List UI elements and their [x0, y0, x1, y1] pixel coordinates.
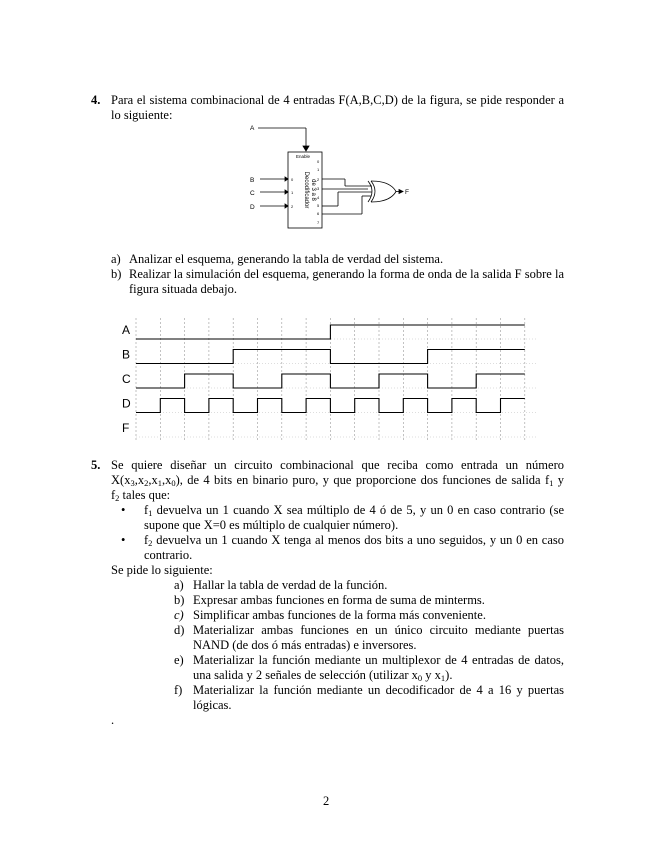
e-line2-text: una salida y 2 señales de selección (utilizar x [193, 668, 418, 682]
q5-bullet-2-line2: contrario. [144, 548, 193, 562]
q4-item-b-label: b) [111, 267, 122, 281]
q5-bullet-2-line1 [144, 533, 564, 548]
q5-item-d-label: d) [174, 623, 185, 637]
out-label-7: 7 [317, 220, 320, 225]
q5-statement-line3 [111, 488, 170, 503]
e-sel-end: ). [445, 668, 453, 682]
x-sub-1: 1 [157, 478, 162, 488]
f2-sub: 2 [115, 493, 120, 503]
trailing-dot: . [111, 713, 115, 727]
q5-line2-mid: ), de 4 bits en binario puro, y que proporcione dos funciones de salida f [175, 473, 550, 487]
q5-item-b-label: b) [174, 593, 185, 607]
q5-item-e-text-2 [193, 668, 452, 683]
q4-item-b-text: Realizar la simulación del esquema, generando la forma de onda de la salida F sobre la figura situada debajo. [129, 267, 564, 296]
input-b-label: B [250, 177, 255, 184]
input-a-label: A [250, 125, 255, 132]
q5-item-c-text: Simplificar ambas funciones de la forma más conveniente. [193, 608, 486, 622]
sel-label-1: 1 [291, 190, 294, 195]
out-label-4: 4 [317, 195, 320, 200]
f-letter: f [111, 488, 116, 502]
x-sub-2: 2 [144, 478, 149, 488]
q5-number: 5. [91, 458, 101, 472]
q5-line2-end: y [553, 473, 564, 487]
bullet-2-text: devuelva un 1 cuando X tenga al menos dos bits a uno seguidos, y un 0 en caso [152, 533, 564, 547]
out-label-0: 0 [317, 159, 320, 164]
decoder-size: de 3 a 8 [310, 179, 316, 201]
q5-item-e-label: e) [174, 653, 184, 667]
q4-item-a-label: a) [111, 252, 121, 266]
q5-statement-line2: $X(x_3,x_2,x_1,x_0)$, de 4 bits en binario puro, y que proporcione dos funciones de salida $f_1$ y [111, 473, 564, 488]
signal-label-f: F [122, 421, 130, 435]
q5-statement-line1 [111, 458, 564, 473]
q5-bullet-1-line1 [144, 503, 564, 518]
sel-sub-1: 1 [440, 673, 446, 683]
q5-item-c-label: c) [174, 608, 184, 622]
q4-number: 4. [91, 93, 101, 107]
signal-label-a: A [122, 323, 131, 337]
sel-label-2: 2 [291, 204, 294, 209]
f1-sub: 1 [549, 478, 554, 488]
q5-line1-text: Se quiere diseñar un circuito combinacional que reciba como entrada un número [111, 458, 564, 472]
q5-intro: Se pide lo siguiente: [111, 563, 213, 577]
bullet-dot: • [121, 503, 126, 517]
q5-item-e-text-1: Materializar la función mediante un multiplexor de 4 entradas de datos, [193, 653, 564, 667]
q5-item-a-label: a) [174, 578, 184, 592]
output-f-label: F [405, 189, 409, 196]
bullet-f-letter: f [144, 503, 149, 517]
bullet-1-text: devuelva un 1 cuando X sea múltiplo de 4 ó de 5, y un 0 en caso contrario (se [152, 503, 564, 517]
out-label-1: 1 [317, 167, 320, 172]
page-number: 2 [323, 794, 330, 808]
q5-item-f-text-2: lógicas. [193, 698, 232, 712]
signal-label-b: B [122, 347, 131, 362]
out-label-5: 5 [317, 203, 320, 208]
decoder-name: Decodificador [303, 171, 309, 209]
e-sel-mid: y x [422, 668, 441, 682]
q5-item-a-text: Hallar la tabla de verdad de la función. [193, 578, 388, 592]
waveform-b [136, 350, 525, 364]
bullet-f-letter: f [144, 533, 149, 547]
q5-line3-text: tales que: [119, 488, 171, 502]
enable-label: Enable [296, 154, 311, 159]
waveform-a [136, 325, 525, 339]
q5-item-b-text: Expresar ambas funciones en forma de suma de minterms. [193, 593, 485, 607]
timing-diagram [118, 312, 538, 440]
q4-item-a-text: Analizar el esquema, generando la tabla de verdad del sistema. [129, 252, 444, 266]
waveform-d [136, 399, 525, 413]
q5-item-d-text-1: Materializar ambas funciones en un único circuito mediante puertas [193, 623, 564, 637]
input-c-label: C [250, 190, 255, 197]
bullet-1-sub: 1 [148, 508, 153, 518]
waveform-c [136, 374, 525, 388]
out-label-3: 3 [317, 186, 320, 191]
input-d-label: D [250, 204, 255, 211]
x-sub-0: 0 [171, 478, 176, 488]
x-sub-3: 3 [130, 478, 135, 488]
q5-item-d-text-2: NAND (de dos ó más entradas) e inversores. [193, 638, 417, 652]
q5-bullet-1-line2: supone que X=0 es múltiplo de cualquier número). [144, 518, 399, 532]
bullet-dot: • [121, 533, 126, 547]
q5-item-f-text-1: Materializar la función mediante un decodificador de 4 a 16 y puertas [193, 683, 564, 697]
circuit-diagram [240, 118, 420, 236]
signal-label-d: D [122, 396, 131, 411]
decoder-output-labels [317, 159, 320, 225]
out-label-6: 6 [317, 211, 320, 216]
sel-label-0: 0 [291, 177, 294, 182]
q4-statement: Para el sistema combinacional de 4 entradas F(A,B,C,D) de la figura, se pide responder a lo siguiente: [111, 93, 564, 122]
q5-item-f-label: f) [174, 683, 183, 697]
bullet-2-sub: 2 [148, 538, 153, 548]
sel-sub-0: 0 [417, 673, 423, 683]
signal-label-c: C [122, 372, 131, 386]
q5-x-open: X(x [111, 473, 131, 487]
out-label-2: 2 [317, 177, 320, 182]
